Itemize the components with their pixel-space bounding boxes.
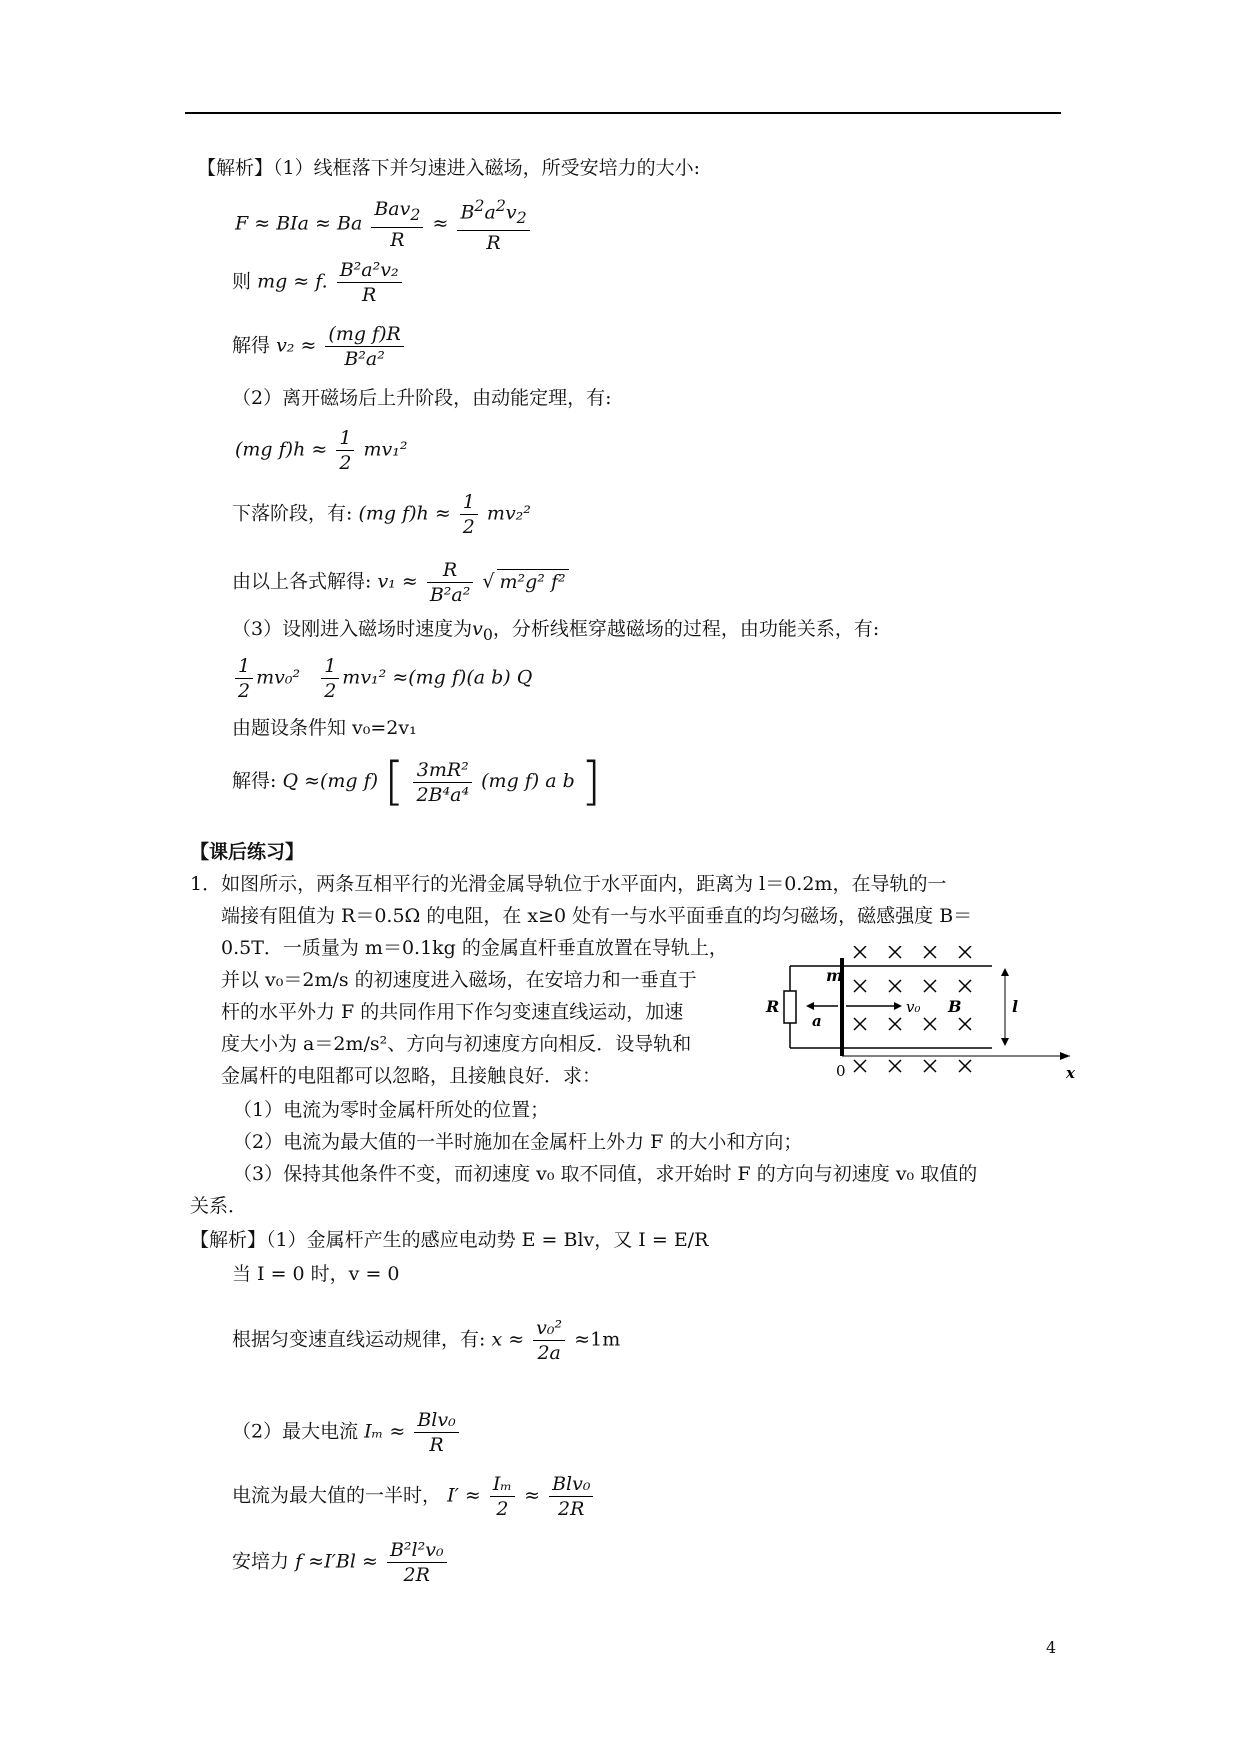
velocity-condition: 由题设条件知 v₀=2v₁ — [232, 717, 417, 739]
analysis-1-part-3: （3）设刚进入磁场时速度为$v_0$，分析线框穿越磁场的过程，由功能关系，有: — [232, 618, 880, 644]
equation-rise: (mg f)h ≈ $\frac{1}{2}$ mv₁² — [235, 427, 408, 474]
label-l: l — [1012, 997, 1019, 1016]
label-origin: 0 — [836, 1062, 846, 1080]
sub-question-3-continued: 关系． — [190, 1195, 248, 1217]
question-line-3: 0.5T．一质量为 m＝0.1kg 的金属直杆垂直放置在导轨上， — [221, 937, 728, 959]
label-b: B — [948, 997, 962, 1016]
equation-ampere-force-2: 安培力 f ≈I′Bl ≈ $\frac{\text{B²l²v₀}}{2R}$ — [232, 1538, 450, 1587]
equation-position: 根据匀变速直线运动规律，有: x ≈ $\frac{\text{v₀²}}{2a}$ ≈1m — [232, 1317, 621, 1364]
question-line-4: 并以 v₀＝2m/s 的初速度进入磁场，在安培力和一垂直于 — [221, 969, 697, 991]
label-x: x — [1066, 1064, 1075, 1082]
sub-question-2: （2）电流为最大值的一半时施加在金属杆上外力 F 的大小和方向； — [233, 1131, 803, 1153]
equation-balance: 则 mg ≈ f. $\frac{\text{B²a²v₂}}{R}$ — [232, 258, 405, 307]
analysis-2-line-2: 当 I = 0 时，v = 0 — [232, 1263, 400, 1285]
equation-v1: 由以上各式解得: v₁ ≈ $\frac{R}{\text{B²a²}}$ √ m²g² f² — [232, 558, 569, 607]
question-line-2: 端接有阻值为 R＝0.5Ω 的电阻，在 x≥0 处有一与水平面垂直的均匀磁场，磁感强度 B＝ — [221, 905, 973, 927]
equation-fall: 下落阶段，有: (mg f)h ≈ $\frac{1}{2}$ mv₂² — [232, 491, 531, 538]
question-line-1: 1．如图所示，两条互相平行的光滑金属导轨位于水平面内，距离为 l＝0.2m，在导轨的一 — [190, 873, 947, 895]
resistor-symbol — [784, 991, 796, 1023]
page-number: 4 — [1046, 1638, 1057, 1657]
practice-title: 【课后练习】 — [190, 841, 305, 863]
label-m: m — [826, 966, 843, 985]
label-a: a — [812, 1012, 822, 1030]
label-r: R — [766, 997, 780, 1016]
equation-heat-q: 解得: Q ≈(mg f) [ $\frac{\text{3mR²}}{\text{2B⁴a⁴}}$ (mg f) a b ] — [232, 752, 602, 812]
question-line-6: 度大小为 a＝2m/s²、方向与初速度方向相反．设导轨和 — [221, 1033, 692, 1055]
equation-ampere-force: F ≈ BIa ≈ Ba $\frac{Bav_2}{R}$ ≈ $\frac{B^2a^2v_2}{R}$ — [235, 194, 533, 255]
rail-diagram — [760, 946, 1080, 1091]
question-line-5: 杆的水平外力 F 的共同作用下作匀变速直线运动，加速 — [221, 1001, 684, 1023]
sub-question-1: （1）电流为零时金属杆所处的位置； — [233, 1099, 550, 1121]
equation-v2: 解得 v₂ ≈ $\frac{\text{(mg f)R}}{\text{B²a²}}$ — [232, 322, 407, 371]
label-v0: v₀ — [906, 998, 921, 1016]
header-rule — [185, 112, 1061, 114]
analysis-2-line-1: 【解析】（1）金属杆产生的感应电动势 E = Blv，又 I = E/R — [190, 1229, 709, 1251]
question-line-7: 金属杆的电阻都可以忽略，且接触良好．求： — [221, 1065, 602, 1087]
sub-question-3: （3）保持其他条件不变，而初速度 v₀ 取不同值，求开始时 F 的方向与初速度 v₀ 取值的 — [233, 1163, 978, 1185]
equation-max-current: （2）最大电流 Iₘ ≈ $\frac{\text{Blv₀}}{R}$ — [232, 1408, 462, 1457]
equation-half-current: 电流为最大值的一半时， I′ ≈ $\frac{\text{Iₘ}}{2}$ ≈ $\frac{\text{Blv₀}}{2R}$ — [232, 1472, 596, 1521]
analysis-1-part-2: （2）离开磁场后上升阶段，由动能定理，有: — [232, 387, 612, 409]
equation-energy: $\frac{1}{2}$ mv₀² $\frac{1}{2}$ mv₁² ≈(mg f)(a b) Q — [232, 654, 532, 703]
analysis-1-header: 【解析】（1）线框落下并匀速进入磁场，所受安培力的大小: — [197, 157, 700, 179]
